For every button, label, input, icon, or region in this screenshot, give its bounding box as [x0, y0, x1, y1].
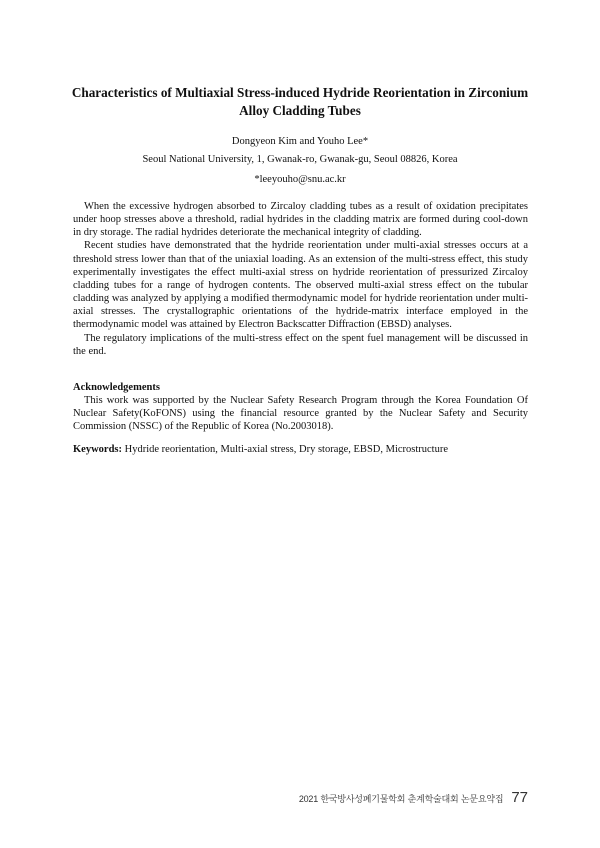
acknowledgements-heading: Acknowledgements — [73, 382, 160, 393]
keywords-label: Keywords: — [73, 444, 122, 455]
page-number: 77 — [511, 789, 528, 806]
journal-name: 2021 한국방사성폐기물학회 춘계학술대회 논문요약집 — [298, 794, 504, 804]
keywords-list: Hydride reorientation, Multi-axial stress, Dry storage, EBSD, Microstructure — [124, 444, 449, 455]
corresponding-email: *leeyouho@snu.ac.kr — [254, 174, 346, 185]
affiliation: Seoul National University, 1, Gwanak-ro, Gwanak-gu, Seoul 08826, Korea — [142, 154, 458, 165]
abstract-body — [73, 200, 528, 358]
author-list: Dongyeon Kim and Youho Lee* — [231, 136, 369, 147]
abstract-paragraph: The regulatory implications of the multi-stress effect on the spent fuel management will be discussed in the end. — [73, 332, 528, 357]
paper-title: Characteristics of Multiaxial Stress-induced Hydride Reorientation in Zirconium Alloy Cladding Tubes — [71, 85, 529, 118]
keywords-line — [73, 444, 528, 455]
abstract-paragraph: Recent studies have demonstrated that the hydride reorientation under multi-axial stresses occurs at a threshold stress lower than that of the uniaxial loading. As an extension of the multi-stress effect, this study experimentally investigates the effect multi-axial stress on hydride reorientation of pressurized Zircaloy cladding tubes for a range of hydrogen contents. The observed multi-axial stress effect on the tubular cladding was analyzed by applying a modified thermodynamic model for hydride reorientation under multi-axial stresses. The crystallographic orientations of the hydride-matrix interface employed in the thermodynamic model was attained by Electron Backscatter Diffraction (EBSD) analyses. — [73, 240, 528, 331]
abstract-paragraph: When the excessive hydrogen absorbed to Zircaloy cladding tubes as a result of oxidation precipitates under hoop stresses above a threshold, radial hydrides in the cladding matrix are formed during cool-down in dry storage. The radial hydrides deteriorate the mechanical integrity of cladding. — [73, 201, 528, 239]
page-footer — [299, 789, 528, 806]
acknowledgements-text: This work was supported by the Nuclear Safety Research Program through the Korea Foundation Of Nuclear Safety(KoFONS) using the financial resource granted by the Nuclear Safety and Security Commission (NSSC) of the Republic of Korea (No.2003018). — [73, 395, 528, 433]
